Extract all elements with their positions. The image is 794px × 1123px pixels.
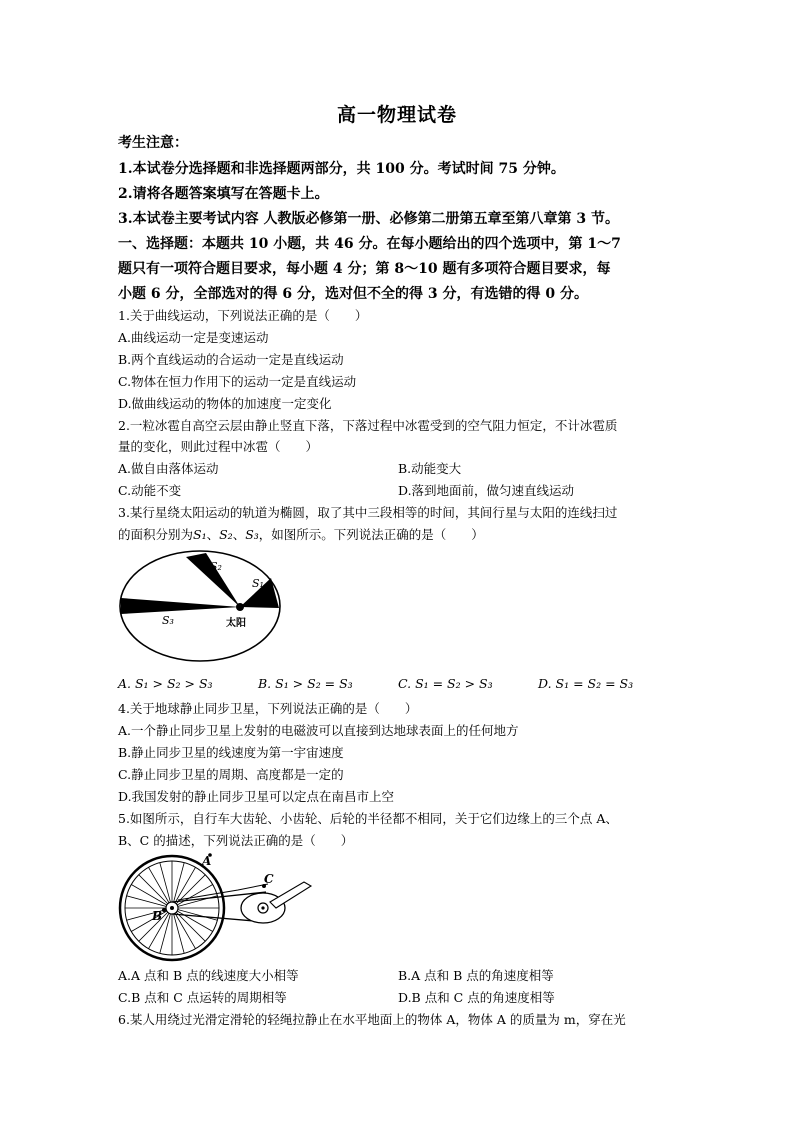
q5-bicycle-figure xyxy=(118,852,318,962)
notice-item-1: 1.本试卷分选择题和非选择题两部分，共 100 分。考试时间 75 分钟。 xyxy=(118,161,565,177)
label-s2: S₂ xyxy=(210,560,222,573)
q1-option-a: A.曲线运动一定是变速运动 xyxy=(118,330,269,345)
q2-option-b: B.动能变大 xyxy=(398,461,462,476)
sun-dot xyxy=(236,603,244,611)
q3-stem-post: ，如图所示。下列说法正确的是（ ） xyxy=(258,527,484,542)
q3-orbit-figure xyxy=(118,548,284,664)
q3-stem-line-1: 3.某行星绕太阳运动的轨道为椭圆，取了其中三段相等的时间，其间行星与太阳的连线扫过 xyxy=(118,505,618,520)
wheel-spoke xyxy=(160,863,172,908)
q3-option-c: C. S₁ = S₂ > S₃ xyxy=(398,676,493,691)
q3-stem-s1: S₁ xyxy=(193,527,207,542)
q1-stem: 1.关于曲线运动，下列说法正确的是（ ） xyxy=(118,308,368,323)
rear-wheel xyxy=(120,856,224,960)
q3-stem-s2: S₂ xyxy=(219,527,233,542)
q3-stem-line-2: 的面积分别为S₁、S₂、S₃，如图所示。下列说法正确的是（ ） xyxy=(118,527,484,542)
q5-option-a: A.A 点和 B 点的线速度大小相等 xyxy=(118,968,299,983)
q4-option-c: C.静止同步卫星的周期、高度都是一定的 xyxy=(118,767,344,782)
q1-option-b: B.两个直线运动的合运动一定是直线运动 xyxy=(118,352,344,367)
label-s3: S₃ xyxy=(162,614,174,627)
q5-option-d: D.B 点和 C 点的角速度相等 xyxy=(398,990,555,1005)
q4-stem: 4.关于地球静止同步卫星，下列说法正确的是（ ） xyxy=(118,701,418,716)
q5-option-b: B.A 点和 B 点的角速度相等 xyxy=(398,968,554,983)
q4-option-a: A.一个静止同步卫星上发射的电磁波可以直接到达地球表面上的任何地方 xyxy=(118,723,519,738)
label-b: B xyxy=(152,909,163,923)
q4-option-d: D.我国发射的静止同步卫星可以定点在南昌市上空 xyxy=(118,789,395,804)
notice-item-2: 2.请将各题答案填写在答题卡上。 xyxy=(118,186,329,202)
label-c: C xyxy=(264,872,274,886)
q1-option-c: C.物体在恒力作用下的运动一定是直线运动 xyxy=(118,374,357,389)
q3-stem-pre: 的面积分别为 xyxy=(118,527,194,542)
label-s1: S₁ xyxy=(252,577,264,590)
notice-item-3: 3.本试卷主要考试内容 人教版必修第一册、必修第二册第五章至第八章第 3 节。 xyxy=(118,211,619,227)
q2-stem-line-1: 2.一粒冰雹自高空云层由静止竖直下落，下落过程中冰雹受到的空气阻力恒定，不计冰雹质 xyxy=(118,418,618,433)
q2-option-c: C.动能不变 xyxy=(118,483,182,498)
q2-stem-line-2: 量的变化，则此过程中冰雹（ ） xyxy=(118,439,319,454)
label-sun: 太阳 xyxy=(226,618,246,629)
q2-option-a: A.做自由落体运动 xyxy=(118,461,219,476)
q5-stem-line-2: B、C 的描述，下列说法正确的是（ ） xyxy=(118,833,354,848)
wheel-spoke xyxy=(127,896,172,908)
notice-heading: 考生注意： xyxy=(118,135,188,151)
q3-option-a: A. S₁ > S₂ > S₃ xyxy=(118,676,213,691)
section1-line-1: 一、选择题：本题共 10 小题，共 46 分。在每小题给出的四个选项中，第 1～7 xyxy=(118,236,621,252)
q1-option-d: D.做曲线运动的物体的加速度一定变化 xyxy=(118,396,332,411)
q5-option-c: C.B 点和 C 点运转的周期相等 xyxy=(118,990,287,1005)
q3-option-d: D. S₁ = S₂ = S₃ xyxy=(538,676,634,691)
section1-line-3: 小题 6 分，全部选对的得 6 分，选对但不全的得 3 分，有选错的得 0 分。 xyxy=(118,286,588,302)
section1-line-2: 题只有一项符合题目要求，每小题 4 分；第 8～10 题有多项符合题目要求，每 xyxy=(118,261,611,277)
label-a: A xyxy=(202,854,212,868)
q4-option-b: B.静止同步卫星的线速度为第一宇宙速度 xyxy=(118,745,344,760)
q2-option-d: D.落到地面前，做匀速直线运动 xyxy=(398,483,575,498)
q6-stem: 6.某人用绕过光滑定滑轮的轻绳拉静止在水平地面上的物体 A，物体 A 的质量为 m，穿在光 xyxy=(118,1012,626,1027)
q5-stem-line-1: 5.如图所示，自行车大齿轮、小齿轮、后轮的半径都不相同，关于它们边缘上的三个点 A、 xyxy=(118,811,618,826)
q3-option-b: B. S₁ > S₂ = S₃ xyxy=(258,676,353,691)
q3-stem-s3: S₃ xyxy=(245,527,259,542)
exam-title: 高一物理试卷 xyxy=(336,104,457,126)
